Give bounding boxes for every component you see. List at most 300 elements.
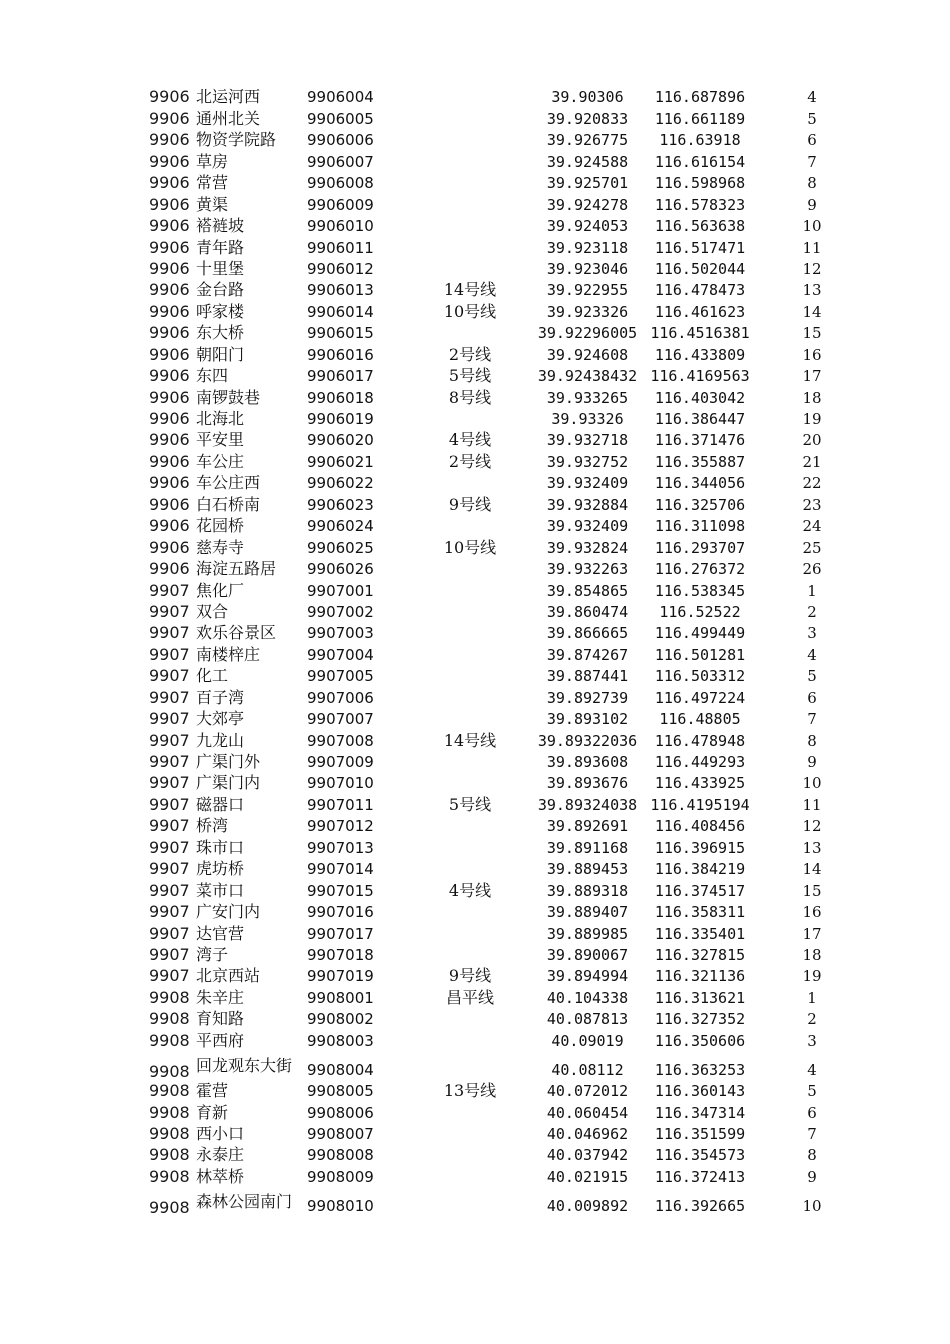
line-number-cell: 9906 — [149, 409, 190, 428]
longitude-cell: 116.355887 — [654, 452, 746, 471]
longitude-cell: 116.449293 — [654, 753, 746, 771]
station-name-cell: 青年路 — [196, 237, 245, 257]
line-number-cell: 9906 — [149, 430, 190, 450]
latitude-cell: 40.021915 — [546, 1167, 629, 1186]
table-row — [0, 772, 950, 793]
longitude-cell: 116.478473 — [654, 281, 746, 300]
station-code-cell: 9906022 — [307, 474, 374, 493]
station-code-cell: 9907004 — [307, 645, 374, 664]
table-row — [0, 279, 950, 300]
sequence-cell: 26 — [802, 560, 822, 579]
station-code-cell: 9906023 — [307, 495, 374, 514]
line-number-cell: 9906 — [149, 280, 190, 300]
transfer-line-cell: 14号线 — [443, 730, 497, 750]
latitude-cell: 40.104338 — [546, 988, 629, 1007]
station-name-cell: 褡裢坡 — [196, 216, 245, 236]
sequence-cell: 14 — [802, 860, 822, 879]
longitude-cell: 116.578323 — [654, 195, 746, 214]
station-code-cell: 9907006 — [307, 688, 374, 707]
latitude-cell: 39.92296005 — [537, 324, 638, 343]
line-number-cell: 9906 — [149, 173, 190, 193]
transfer-line-cell: 昌平线 — [445, 987, 494, 1007]
station-name-cell: 车公庄西 — [196, 473, 261, 493]
station-code-cell: 9907003 — [307, 624, 374, 643]
table-row — [0, 322, 950, 343]
latitude-cell: 39.932263 — [546, 560, 629, 579]
sequence-cell: 19 — [802, 967, 822, 986]
sequence-cell: 8 — [807, 174, 817, 193]
station-name-cell: 白石桥南 — [196, 494, 261, 514]
sequence-cell: 4 — [807, 88, 817, 107]
sequence-cell: 17 — [802, 924, 822, 943]
sequence-cell: 16 — [802, 903, 822, 922]
sequence-cell: 1 — [807, 581, 817, 600]
sequence-cell: 21 — [802, 452, 822, 471]
station-code-cell: 9906024 — [307, 517, 374, 536]
latitude-cell: 39.924608 — [546, 345, 629, 364]
line-number-cell: 9908 — [149, 987, 190, 1007]
station-code-cell: 9907013 — [307, 838, 374, 857]
latitude-cell: 39.90306 — [551, 88, 624, 107]
table-row — [0, 879, 950, 900]
station-code-cell: 9908008 — [307, 1146, 374, 1165]
station-name-cell: 育新 — [196, 1102, 229, 1122]
station-name-cell: 东大桥 — [196, 323, 245, 343]
longitude-cell: 116.313621 — [654, 988, 746, 1007]
line-number-cell: 9906 — [149, 516, 190, 536]
line-number-cell: 9906 — [149, 366, 190, 386]
station-name-cell: 广渠门外 — [196, 752, 261, 771]
station-code-cell: 9907017 — [307, 924, 374, 943]
station-code-cell: 9908007 — [307, 1125, 374, 1143]
longitude-cell: 116.344056 — [654, 474, 746, 493]
station-name-cell: 珠市口 — [196, 837, 245, 857]
line-number-cell: 9906 — [149, 130, 190, 150]
line-number-cell: 9907 — [149, 623, 190, 643]
table-row — [0, 815, 950, 836]
station-name-cell: 平安里 — [196, 430, 245, 450]
latitude-cell: 39.924053 — [546, 217, 629, 236]
table-row — [0, 1080, 950, 1101]
table-row — [0, 536, 950, 557]
line-number-cell: 9906 — [149, 258, 190, 278]
sequence-cell: 14 — [802, 302, 822, 321]
station-name-cell: 大郊亭 — [196, 709, 245, 729]
table-row — [0, 1144, 950, 1165]
station-code-cell: 9907007 — [307, 710, 374, 729]
longitude-cell: 116.360143 — [654, 1082, 746, 1101]
station-code-cell: 9906025 — [307, 538, 374, 557]
station-code-cell: 9906026 — [307, 560, 374, 579]
sequence-cell: 7 — [807, 1125, 817, 1143]
longitude-cell: 116.433925 — [654, 774, 746, 793]
table-row — [0, 172, 950, 193]
line-number-cell: 9906 — [149, 323, 190, 343]
station-code-cell: 9906016 — [307, 345, 374, 364]
station-code-cell: 9907012 — [307, 817, 374, 836]
station-name-cell: 呼家楼 — [196, 301, 245, 321]
table-row — [0, 944, 950, 965]
table-row — [0, 729, 950, 750]
line-number-cell: 9907 — [149, 644, 190, 664]
table-row — [0, 686, 950, 707]
transfer-line-cell: 9号线 — [448, 966, 492, 986]
table-row — [0, 751, 950, 772]
sequence-cell: 22 — [802, 474, 822, 493]
sequence-cell: 10 — [802, 1196, 822, 1215]
sequence-cell: 4 — [807, 1060, 817, 1079]
station-name-cell: 焦化厂 — [196, 580, 245, 600]
station-name-cell: 南锣鼓巷 — [196, 387, 261, 407]
latitude-cell: 39.89322036 — [537, 731, 638, 750]
station-code-cell: 9907010 — [307, 774, 374, 793]
latitude-cell: 39.889985 — [546, 924, 629, 943]
table-row — [0, 986, 950, 1007]
latitude-cell: 40.046962 — [546, 1125, 629, 1143]
table-row — [0, 107, 950, 128]
station-code-cell: 9906005 — [307, 109, 374, 128]
sequence-cell: 6 — [807, 131, 817, 150]
table-row — [0, 493, 950, 514]
latitude-cell: 39.860474 — [546, 602, 629, 621]
longitude-cell: 116.335401 — [654, 924, 746, 943]
station-name-cell: 双合 — [196, 601, 229, 621]
transfer-line-cell: 2号线 — [448, 344, 492, 364]
longitude-cell: 116.687896 — [654, 88, 746, 107]
latitude-cell: 40.037942 — [546, 1146, 629, 1165]
table-row — [0, 793, 950, 814]
table-row — [0, 193, 950, 214]
station-code-cell: 9908010 — [307, 1196, 374, 1215]
table-row — [0, 622, 950, 643]
station-code-cell: 9906014 — [307, 302, 374, 321]
longitude-cell: 116.371476 — [654, 431, 746, 450]
station-code-cell: 9906017 — [307, 367, 374, 386]
sequence-cell: 7 — [807, 152, 817, 171]
line-number-cell: 9908 — [149, 1124, 190, 1143]
latitude-cell: 39.890067 — [546, 945, 629, 964]
longitude-cell: 116.499449 — [654, 624, 746, 643]
line-number-cell: 9907 — [149, 709, 190, 729]
longitude-cell: 116.538345 — [654, 581, 746, 600]
sequence-cell: 9 — [807, 195, 817, 214]
line-number-cell: 9906 — [149, 87, 190, 107]
station-name-cell: 通州北关 — [196, 108, 261, 128]
transfer-line-cell: 5号线 — [448, 366, 492, 386]
table-row — [0, 450, 950, 471]
sequence-cell: 15 — [802, 881, 822, 900]
sequence-cell: 13 — [802, 281, 822, 300]
sequence-cell: 6 — [807, 688, 817, 707]
sequence-cell: 8 — [807, 1146, 817, 1165]
latitude-cell: 39.892739 — [546, 688, 629, 707]
station-name-cell: 回龙观东大街 — [196, 1055, 293, 1075]
station-name-cell: 平西府 — [196, 1030, 245, 1050]
station-code-cell: 9906006 — [307, 131, 374, 150]
latitude-cell: 39.932409 — [546, 474, 629, 493]
latitude-cell: 39.920833 — [546, 109, 629, 128]
longitude-cell: 116.63918 — [659, 131, 741, 150]
station-name-cell: 黄渠 — [196, 194, 229, 214]
latitude-cell: 39.866665 — [546, 624, 629, 643]
table-row — [0, 965, 950, 986]
sequence-cell: 24 — [802, 517, 822, 536]
latitude-cell: 39.932718 — [546, 431, 629, 450]
latitude-cell: 39.932884 — [546, 495, 629, 514]
longitude-cell: 116.408456 — [654, 817, 746, 836]
line-number-cell: 9906 — [149, 194, 190, 214]
transfer-line-cell: 8号线 — [448, 387, 492, 407]
sequence-cell: 7 — [807, 710, 817, 729]
table-row — [0, 1051, 950, 1080]
line-number-cell: 9907 — [149, 944, 190, 964]
station-code-cell: 9906013 — [307, 281, 374, 300]
latitude-cell: 39.891168 — [546, 838, 629, 857]
station-code-cell: 9907005 — [307, 667, 374, 686]
longitude-cell: 116.52522 — [659, 602, 741, 621]
line-number-cell: 9908 — [149, 1102, 190, 1122]
sequence-cell: 15 — [802, 324, 822, 343]
transfer-line-cell: 4号线 — [448, 430, 492, 450]
line-number-cell: 9906 — [149, 216, 190, 236]
table-row — [0, 901, 950, 922]
line-number-cell: 9907 — [149, 816, 190, 836]
line-number-cell: 9906 — [149, 537, 190, 557]
station-code-cell: 9906020 — [307, 431, 374, 450]
longitude-cell: 116.598968 — [654, 174, 746, 193]
latitude-cell: 39.925701 — [546, 174, 629, 193]
latitude-cell: 39.932409 — [546, 517, 629, 536]
transfer-line-cell: 10号线 — [443, 301, 497, 321]
line-number-cell: 9906 — [149, 344, 190, 364]
sequence-cell: 20 — [802, 431, 822, 450]
longitude-cell: 116.347314 — [654, 1103, 746, 1122]
line-number-cell: 9906 — [149, 494, 190, 514]
station-name-cell: 南楼梓庄 — [196, 644, 261, 664]
longitude-cell: 116.327352 — [654, 1010, 746, 1029]
station-name-cell: 化工 — [196, 666, 229, 686]
table-row — [0, 472, 950, 493]
longitude-cell: 116.48805 — [659, 710, 741, 729]
latitude-cell: 39.894994 — [546, 967, 629, 986]
longitude-cell: 116.325706 — [654, 495, 746, 514]
line-number-cell: 9908 — [149, 1061, 190, 1081]
table-row — [0, 1165, 950, 1186]
latitude-cell: 40.087813 — [546, 1010, 629, 1029]
station-code-cell: 9907009 — [307, 753, 374, 771]
latitude-cell: 39.854865 — [546, 581, 629, 600]
station-code-cell: 9906019 — [307, 410, 374, 428]
station-name-cell: 朝阳门 — [196, 344, 245, 364]
station-name-cell: 育知路 — [196, 1009, 245, 1029]
table-row — [0, 150, 950, 171]
sequence-cell: 2 — [807, 1010, 817, 1029]
longitude-cell: 116.374517 — [654, 881, 746, 900]
station-name-cell: 东四 — [196, 366, 229, 386]
longitude-cell: 116.461623 — [654, 302, 746, 321]
station-code-cell: 9908004 — [307, 1060, 374, 1079]
line-number-cell: 9907 — [149, 966, 190, 986]
sequence-cell: 11 — [802, 795, 822, 814]
longitude-cell: 116.563638 — [654, 217, 746, 236]
station-name-cell: 桥湾 — [196, 816, 229, 836]
latitude-cell: 39.89324038 — [537, 795, 638, 814]
latitude-cell: 40.08112 — [551, 1060, 624, 1079]
latitude-cell: 39.926775 — [546, 131, 629, 150]
sequence-cell: 5 — [807, 1082, 817, 1101]
table-row — [0, 1101, 950, 1122]
station-name-cell: 物资学院路 — [196, 130, 277, 150]
station-name-cell: 草房 — [196, 151, 229, 171]
station-code-cell: 9907011 — [307, 795, 374, 814]
longitude-cell: 116.358311 — [654, 903, 746, 922]
line-number-cell: 9906 — [149, 108, 190, 128]
station-name-cell: 九龙山 — [196, 730, 245, 750]
longitude-cell: 116.433809 — [654, 345, 746, 364]
line-number-cell: 9907 — [149, 580, 190, 600]
sequence-cell: 9 — [807, 1167, 817, 1186]
sequence-cell: 1 — [807, 988, 817, 1007]
sequence-cell: 8 — [807, 731, 817, 750]
line-number-cell: 9908 — [149, 1030, 190, 1050]
latitude-cell: 39.92438432 — [537, 367, 638, 386]
table-row — [0, 579, 950, 600]
station-name-cell: 西小口 — [196, 1124, 245, 1143]
table-row — [0, 129, 950, 150]
table-row — [0, 408, 950, 429]
station-name-cell: 朱辛庄 — [196, 987, 245, 1007]
latitude-cell: 40.09019 — [551, 1031, 624, 1050]
sequence-cell: 18 — [802, 945, 822, 964]
sequence-cell: 25 — [802, 538, 822, 557]
line-number-cell: 9906 — [149, 451, 190, 471]
table-row — [0, 300, 950, 321]
station-name-cell: 车公庄 — [196, 451, 245, 471]
table-row — [0, 258, 950, 279]
station-name-cell: 北海北 — [196, 409, 245, 428]
line-number-cell: 9907 — [149, 773, 190, 793]
table-row — [0, 558, 950, 579]
longitude-cell: 116.351599 — [654, 1125, 746, 1143]
sequence-cell: 23 — [802, 495, 822, 514]
transfer-line-cell: 14号线 — [443, 280, 497, 300]
latitude-cell: 39.932824 — [546, 538, 629, 557]
station-code-cell: 9906010 — [307, 217, 374, 236]
station-name-cell: 达官营 — [196, 923, 245, 943]
station-code-cell: 9908006 — [307, 1103, 374, 1122]
sequence-cell: 5 — [807, 667, 817, 686]
latitude-cell: 39.93326 — [551, 410, 624, 428]
station-name-cell: 花园桥 — [196, 516, 245, 536]
longitude-cell: 116.386447 — [654, 410, 746, 428]
table-row — [0, 1123, 950, 1144]
longitude-cell: 116.392665 — [654, 1196, 746, 1215]
latitude-cell: 39.924278 — [546, 195, 629, 214]
sequence-cell: 17 — [802, 367, 822, 386]
longitude-cell: 116.502044 — [654, 259, 746, 278]
station-name-cell: 海淀五路居 — [196, 559, 277, 579]
longitude-cell: 116.478948 — [654, 731, 746, 750]
table-row — [0, 1008, 950, 1029]
sequence-cell: 3 — [807, 624, 817, 643]
line-number-cell: 9907 — [149, 902, 190, 922]
line-number-cell: 9907 — [149, 687, 190, 707]
table-row — [0, 1029, 950, 1050]
station-name-cell: 湾子 — [196, 944, 229, 964]
longitude-cell: 116.4195194 — [650, 795, 750, 814]
station-code-cell: 9907016 — [307, 903, 374, 922]
latitude-cell: 39.924588 — [546, 152, 629, 171]
station-code-cell: 9907001 — [307, 581, 374, 600]
station-name-cell: 金台路 — [196, 280, 245, 300]
longitude-cell: 116.311098 — [654, 517, 746, 536]
sequence-cell: 10 — [802, 217, 822, 236]
line-number-cell: 9907 — [149, 752, 190, 771]
table-row — [0, 643, 950, 664]
latitude-cell: 39.874267 — [546, 645, 629, 664]
sequence-cell: 18 — [802, 388, 822, 407]
latitude-cell: 39.923326 — [546, 302, 629, 321]
longitude-cell: 116.501281 — [654, 645, 746, 664]
table-row — [0, 429, 950, 450]
longitude-cell: 116.372413 — [654, 1167, 746, 1186]
sequence-cell: 12 — [802, 817, 822, 836]
station-code-cell: 9908009 — [307, 1167, 374, 1186]
latitude-cell: 39.889407 — [546, 903, 629, 922]
station-name-cell: 广渠门内 — [196, 773, 261, 793]
latitude-cell: 39.923046 — [546, 259, 629, 278]
station-name-cell: 常营 — [196, 173, 229, 193]
transfer-line-cell: 10号线 — [443, 537, 497, 557]
line-number-cell: 9906 — [149, 301, 190, 321]
longitude-cell: 116.403042 — [654, 388, 746, 407]
sequence-cell: 2 — [807, 602, 817, 621]
latitude-cell: 40.009892 — [546, 1196, 629, 1215]
line-number-cell: 9906 — [149, 387, 190, 407]
line-number-cell: 9906 — [149, 151, 190, 171]
station-code-cell: 9907002 — [307, 602, 374, 621]
station-code-cell: 9907008 — [307, 731, 374, 750]
sequence-cell: 9 — [807, 753, 817, 771]
station-name-cell: 北京西站 — [196, 966, 261, 986]
line-number-cell: 9908 — [149, 1197, 190, 1217]
longitude-cell: 116.384219 — [654, 860, 746, 879]
latitude-cell: 39.893676 — [546, 774, 629, 793]
sequence-cell: 10 — [802, 774, 822, 793]
station-code-cell: 9906008 — [307, 174, 374, 193]
station-name-cell: 百子湾 — [196, 687, 245, 707]
latitude-cell: 39.893102 — [546, 710, 629, 729]
latitude-cell: 39.923118 — [546, 238, 629, 257]
sequence-cell: 12 — [802, 259, 822, 278]
line-number-cell: 9906 — [149, 473, 190, 493]
latitude-cell: 39.892691 — [546, 817, 629, 836]
station-code-cell: 9907014 — [307, 860, 374, 879]
station-name-cell: 菜市口 — [196, 880, 245, 900]
sequence-cell: 19 — [802, 410, 822, 428]
station-code-cell: 9906021 — [307, 452, 374, 471]
table-row — [0, 236, 950, 257]
longitude-cell: 116.4169563 — [650, 367, 750, 386]
sequence-cell: 4 — [807, 645, 817, 664]
line-number-cell: 9907 — [149, 923, 190, 943]
table-row — [0, 858, 950, 879]
line-number-cell: 9907 — [149, 601, 190, 621]
station-code-cell: 9907018 — [307, 945, 374, 964]
station-table — [0, 86, 950, 1216]
latitude-cell: 40.060454 — [546, 1103, 629, 1122]
longitude-cell: 116.327815 — [654, 945, 746, 964]
